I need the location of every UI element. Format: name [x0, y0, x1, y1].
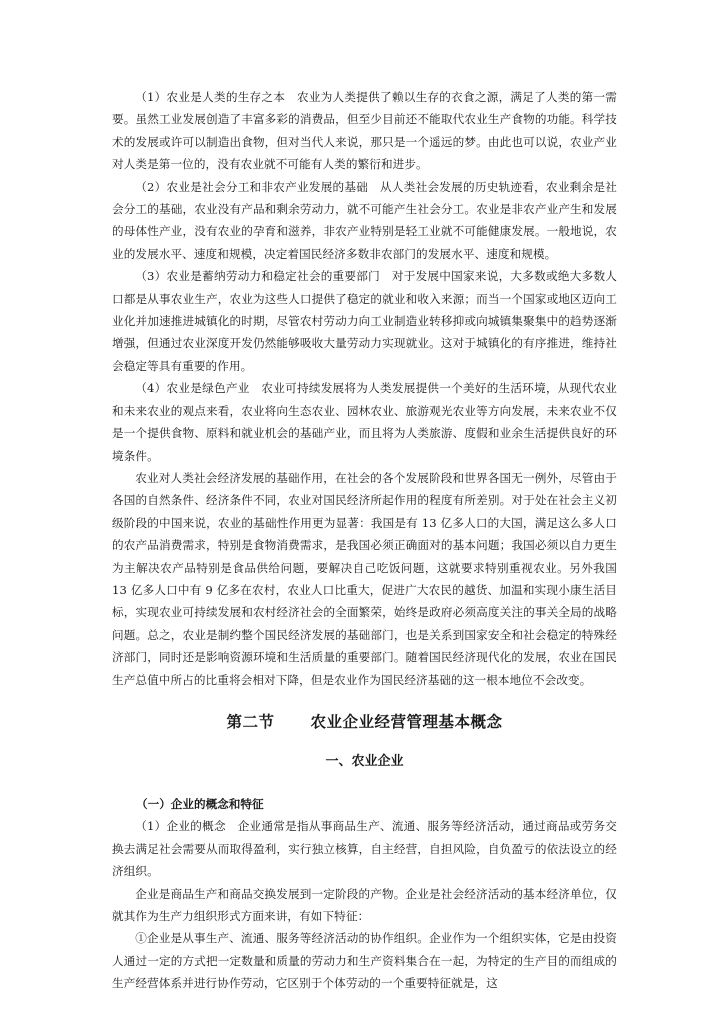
paragraph-enterprise-cooperative: ①企业是从事生产、流通、服务等经济活动的协作组织。企业作为一个组织实体，它是由投资人通过一定的方式把一定数量和质量的劳动力和生产资料集合在一起，为特定的生产目的而组成的生产经营体系并进行协作劳动，它区别于个体劳动的一个重要特征就是，这 — [112, 931, 617, 991]
section-heading — [112, 707, 617, 737]
paragraph-agriculture-division-of-labor: （2）农业是社会分工和非农产业发展的基础 从人类社会发展的历史轨迹看，农业剩余是社会分工的基础，农业没有产品和剩余劳动力，就不可能产生社会分工。农业是非农产业产生和发展的母体性产业，没有农业的孕育和滋养，非农产业特别是轻工业就不可能健康发展。一般地说，农业的发展水平、速度和规模，决定着国民经济多数非农部门的发展水平、速度和规模。 — [112, 179, 617, 261]
paragraph-enterprise-concept: （1）企业的概念 企业通常是指从事商品生产、流通、服务等经济活动，通过商品或劳务交换去满足社会需要从而取得盈利，实行独立核算，自主经营，自担风险，自负盈亏的依法设立的经济组织。 — [112, 819, 617, 879]
paragraph-agriculture-foundation: 农业对人类社会经济发展的基础作用，在社会的各个发展阶段和世界各国无一例外，尽管由于各国的自然条件、经济条件不同，农业对国民经济所起作用的程度有所差别。对于处在社会主义初级阶段的中国来说，农业的基础性作用更为显著：我国是有 13 亿多人口的大国，满足这么多人口的农产品消费需求，特别是食物消费需求，是我国必须正确面对的基本问题；我国必须以自力更生为主解决农产品特别是食品供给问题，要解决自己吃饭问题，这就要求特别重视农业。另外我国 13 亿多人口中有 9 亿多在农村，农业人口比重大，促进广大农民的越货、加温和实现小康生活目标，实现农业可持续发展和农村经济社会的全面繁荣，始终是政府必须高度关注的事关全局的战略问题。总之，农业是制约整个国民经济发展的基础部门，也是关系到国家安全和社会稳定的特殊经济部门，同时还是影响资源环境和生活质量的重要部门。随着国民经济现代化的发展，农业在国民生产总值中所占的比重将会相对下降，但是农业作为国民经济基础的这一根本地位不会改变。 — [112, 470, 617, 687]
paragraph-agriculture-survival: （1）农业是人类的生存之本 农业为人类提供了赖以生存的衣食之源，满足了人类的第一需要。虽然工业发展创造了丰富多彩的消费品，但至少目前还不能取代农业生产食物的功能。科学技术的发展或许可以制造出食物，但对当代人来说，那只是一个遥远的梦。由此也可以说，农业产业对人类是第一位的，没有农业就不可能有人类的繁衍和进步。 — [112, 90, 617, 172]
document-page — [112, 86, 617, 995]
subsection-heading: 一、农业企业 — [325, 753, 404, 769]
subsubsection-heading: （一）企业的概念和特征 — [136, 796, 264, 811]
paragraph-agriculture-green: （4）农业是绿色产业 农业可持续发展将为人类发展提供一个美好的生活环境，从现代农业和未来农业的观点来看，农业将向生态农业、园林农业、旅游观光农业等方向发展，未来农业不仅是一个提供食物、原料和就业机会的基础产业，而且将为人类旅游、度假和业余生活提供良好的环境条件。 — [112, 381, 617, 463]
section-number: 第二节 — [226, 712, 275, 731]
section-title: 农业企业经营管理基本概念 — [310, 712, 503, 731]
paragraph-agriculture-labor-stability: （3）农业是蓄纳劳动力和稳定社会的重要部门 对于发展中国家来说，大多数或绝大多数人口都是从事农业生产，农业为这些人口提供了稳定的就业和收入来源；而当一个国家或地区迈向工业化并加速推进城镇化的时期，尽管农村劳动力向工业制造业转移抑或向城镇集聚集中的趋势逐渐增强，但通过农业深度开发仍然能够吸收大量劳动力实现就业。这对于城镇化的有序推进，维持社会稳定等具有重要的作用。 — [112, 269, 617, 373]
paragraph-enterprise-product: 企业是商品生产和商品交换发展到一定阶段的产物。企业是社会经济活动的基本经济单位，仅就其作为生产力组织形式方面来讲，有如下特征： — [112, 886, 617, 923]
